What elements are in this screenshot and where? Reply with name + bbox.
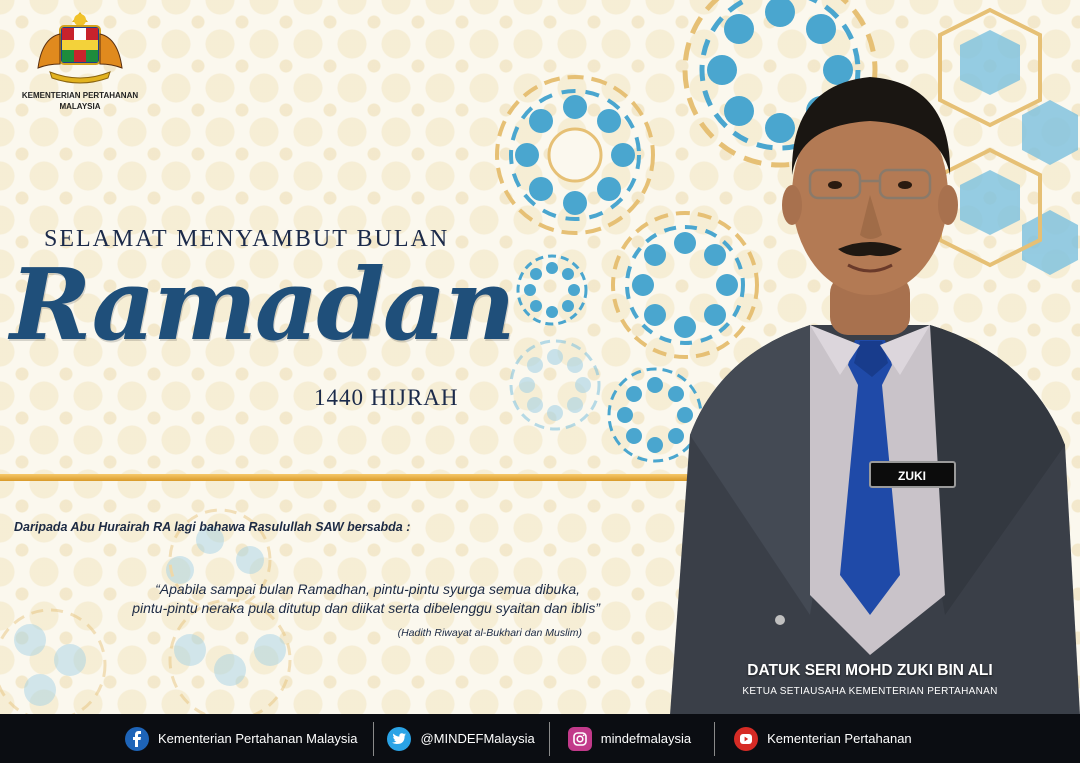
footer-separator [714,722,715,756]
ministry-name [10,90,150,112]
instagram-link[interactable] [568,714,691,763]
hadith-quote-line2: pintu-pintu neraka pula ditutup dan diikat serta dibelenggu syaitan dan iblis” [132,600,600,616]
name-tag: ZUKI [898,469,926,483]
youtube-label: Kementerian Pertahanan [767,731,912,746]
instagram-icon [568,727,592,751]
facebook-link[interactable] [125,714,357,763]
greeting-headline: SELAMAT MENYAMBUT BULAN [44,226,450,252]
ministry-name-line2: MALAYSIA [59,102,101,111]
twitter-label: @MINDEFMalaysia [420,731,535,746]
ministry-name-line1: KEMENTERIAN PERTAHANAN [21,91,139,100]
islamic-ornament-small [512,250,592,330]
gold-divider [0,474,690,481]
footer-separator [549,722,550,756]
hadith-quote [10,580,600,618]
youtube-link[interactable] [734,714,912,763]
facebook-icon [125,727,149,751]
facebook-label: Kementerian Pertahanan Malaysia [158,731,358,746]
islamic-ornament-faded [505,335,605,435]
footer-separator [373,722,374,756]
instagram-label: mindefmalaysia [600,731,692,746]
official-position: KETUA SETIAUSAHA KEMENTERIAN PERTAHANAN [742,686,998,697]
social-footer [0,714,1080,763]
hadith-intro: Daripada Abu Hurairah RA lagi bahawa Rasulullah SAW bersabda : [14,520,411,534]
youtube-icon [734,727,758,751]
official-portrait [660,55,1080,715]
hijrah-year: 1440 HIJRAH [314,385,459,410]
malaysia-coat-of-arms-logo [30,8,130,88]
official-name: DATUK SERI MOHD ZUKI BIN ALI [747,662,993,679]
twitter-link[interactable] [387,714,534,763]
twitter-icon [387,727,411,751]
ramadan-title: Ramadan [10,248,514,363]
hadith-quote-line1: “Apabila sampai bulan Ramadhan, pintu-pintu syurga semua dibuka, [155,581,580,597]
hadith-source: (Hadith Riwayat al-Bukhari dan Muslim) [397,627,582,639]
